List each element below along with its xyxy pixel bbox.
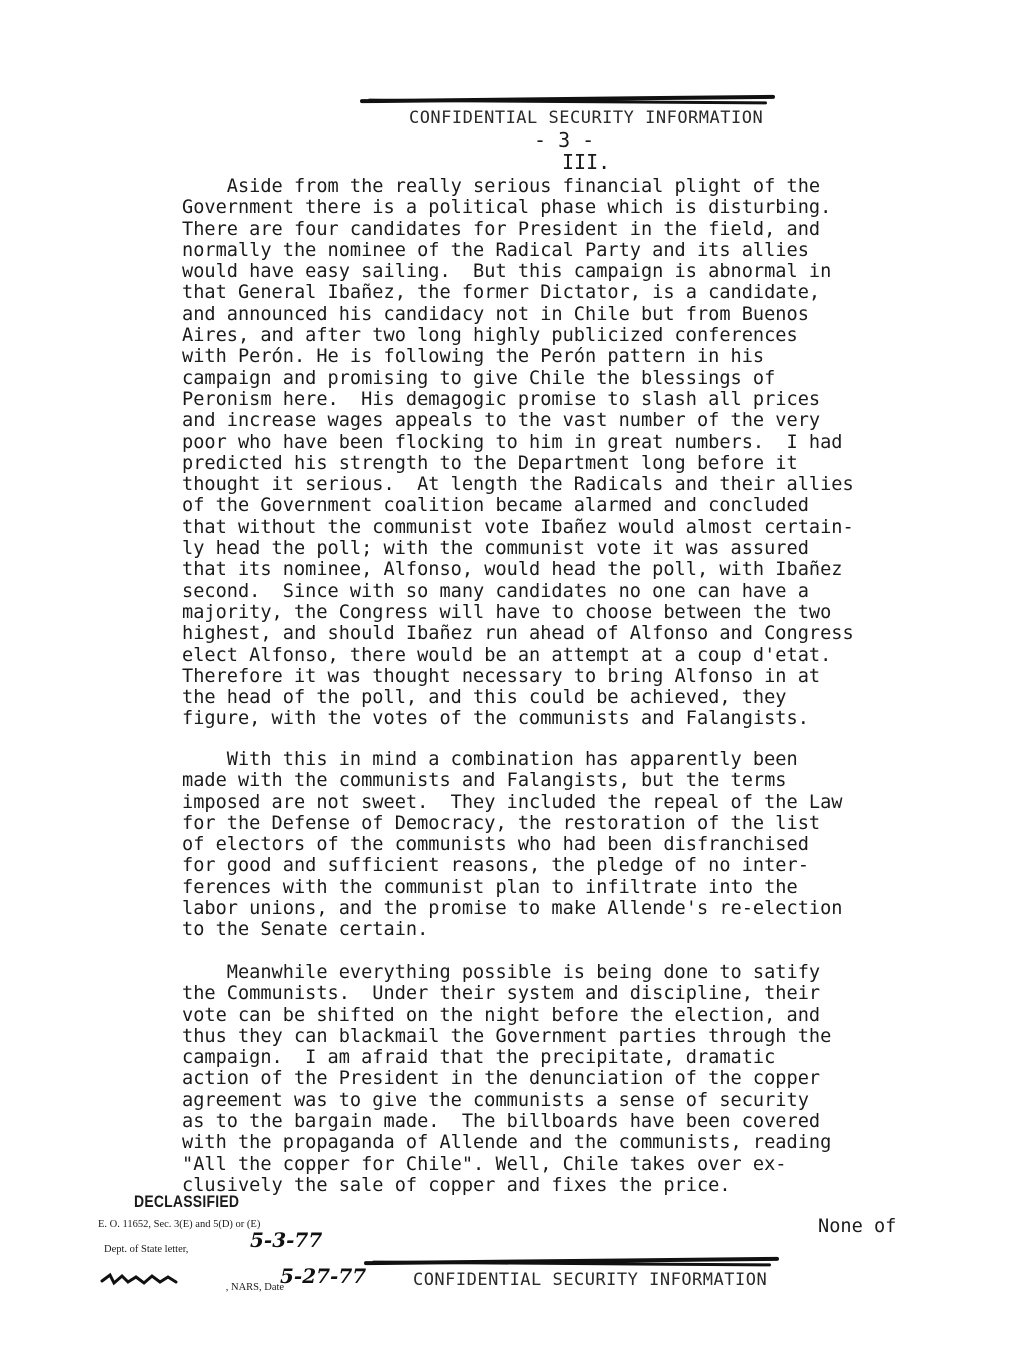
declassification-authority: E. O. 11652, Sec. 3(E) and 5(D) or (E) bbox=[98, 1219, 261, 1230]
text-line: majority, the Congress will have to choose between the two bbox=[182, 601, 832, 623]
text-line: with the propaganda of Allende and the communists, reading bbox=[182, 1132, 832, 1154]
text-line: elect Alfonso, there would be an attempt at a coup d'etat. bbox=[182, 644, 832, 666]
text-line: With this in mind a combination has apparently been bbox=[182, 749, 798, 770]
text-line: the head of the poll, and this could be achieved, they bbox=[182, 687, 787, 709]
text-line: the Communists. Under their system and discipline, their bbox=[182, 983, 821, 1005]
text-line: predicted his strength to the Department long before it bbox=[182, 452, 798, 474]
text-line: and announced his candidacy not in Chile but from Buenos bbox=[182, 303, 809, 325]
text-line: clusively the sale of copper and fixes the price. bbox=[182, 1174, 731, 1196]
declassification-letter: Dept. of State letter, bbox=[104, 1244, 189, 1255]
text-line: ly head the poll; with the communist vote it was assured bbox=[182, 538, 809, 560]
text-line: thus they can blackmail the Government parties through the bbox=[182, 1025, 832, 1047]
text-line: figure, with the votes of the communists and Falangists. bbox=[182, 708, 809, 730]
text-line: vote can be shifted on the night before the election, and bbox=[182, 1004, 821, 1026]
text-line: as to the bargain made. The billboards have been covered bbox=[182, 1111, 821, 1133]
handwritten-date: 5-3-77 bbox=[250, 1228, 323, 1252]
text-line: that without the communist vote Ibañez would almost certain- bbox=[182, 516, 854, 538]
text-line: campaign and promising to give Chile the blessings of bbox=[182, 367, 776, 389]
text-line: for good and sufficient reasons, the pledge of no inter- bbox=[182, 855, 809, 877]
text-line: for the Defense of Democracy, the restoration of the list bbox=[182, 812, 821, 834]
text-line: imposed are not sweet. They included the repeal of the Law bbox=[182, 791, 843, 813]
continuation-text: None of bbox=[818, 1216, 897, 1237]
body-paragraph bbox=[182, 962, 831, 1196]
text-line: to the Senate certain. bbox=[182, 919, 429, 941]
text-line: Therefore it was thought necessary to bring Alfonso in at bbox=[182, 665, 821, 687]
page-number: - 3 - bbox=[534, 128, 595, 152]
section-heading: III. bbox=[562, 150, 611, 174]
text-line: Meanwhile everything possible is being done to satify bbox=[182, 962, 821, 983]
text-line: "All the copper for Chile". Well, Chile takes over ex- bbox=[182, 1153, 787, 1175]
text-line: Aires, and after two long highly publicized conferences bbox=[182, 325, 798, 347]
text-line: Aside from the really serious financial plight of the bbox=[182, 176, 821, 197]
classification-header-text: CONFIDENTIAL SECURITY INFORMATION bbox=[408, 108, 764, 128]
text-line: normally the nominee of the Radical Party and its allies bbox=[182, 239, 809, 261]
text-line: There are four candidates for President in the field, and bbox=[182, 218, 821, 240]
classification-footer-text: CONFIDENTIAL SECURITY INFORMATION bbox=[412, 1270, 768, 1290]
handwritten-date: 5-27-77 bbox=[280, 1264, 367, 1288]
text-line: Government there is a political phase which is disturbing. bbox=[182, 197, 832, 219]
text-line: second. Since with so many candidates no one can have a bbox=[182, 580, 809, 602]
handwritten-initials-mark bbox=[100, 1271, 210, 1287]
text-line: campaign. I am afraid that the precipitate, dramatic bbox=[182, 1047, 776, 1069]
body-paragraph bbox=[182, 176, 854, 730]
declassification-nars-date: , NARS, Date bbox=[225, 1282, 285, 1293]
text-line: labor unions, and the promise to make Allende's re-election bbox=[182, 898, 843, 920]
text-line: of electors of the communists who had been disfranchised bbox=[182, 834, 809, 856]
text-line: with Perón. He is following the Perón pattern in his bbox=[182, 346, 765, 368]
text-line: would have easy sailing. But this campaign is abnormal in bbox=[182, 261, 832, 283]
text-line: made with the communists and Falangists, but the terms bbox=[182, 770, 787, 792]
text-line: thought it serious. At length the Radicals and their allies bbox=[182, 474, 854, 496]
text-line: ferences with the communist plan to infiltrate into the bbox=[182, 876, 798, 898]
text-line: that General Ibañez, the former Dictator, is a candidate, bbox=[182, 282, 821, 304]
text-line: and increase wages appeals to the vast number of the very bbox=[182, 410, 821, 432]
text-line: that its nominee, Alfonso, would head the poll, with Ibañez bbox=[182, 559, 843, 581]
text-line: agreement was to give the communists a sense of security bbox=[182, 1089, 809, 1111]
declassified-title: DECLASSIFIED bbox=[134, 1192, 240, 1211]
text-line: action of the President in the denunciation of the copper bbox=[182, 1068, 821, 1090]
text-line: poor who have been flocking to him in great numbers. I had bbox=[182, 431, 843, 453]
text-line: of the Government coalition became alarmed and concluded bbox=[182, 495, 809, 517]
classification-footer bbox=[370, 1250, 767, 1350]
text-line: highest, and should Ibañez run ahead of Alfonso and Congress bbox=[182, 623, 854, 645]
body-paragraph bbox=[182, 749, 842, 941]
text-line: Peronism here. His demagogic promise to slash all prices bbox=[182, 388, 821, 410]
